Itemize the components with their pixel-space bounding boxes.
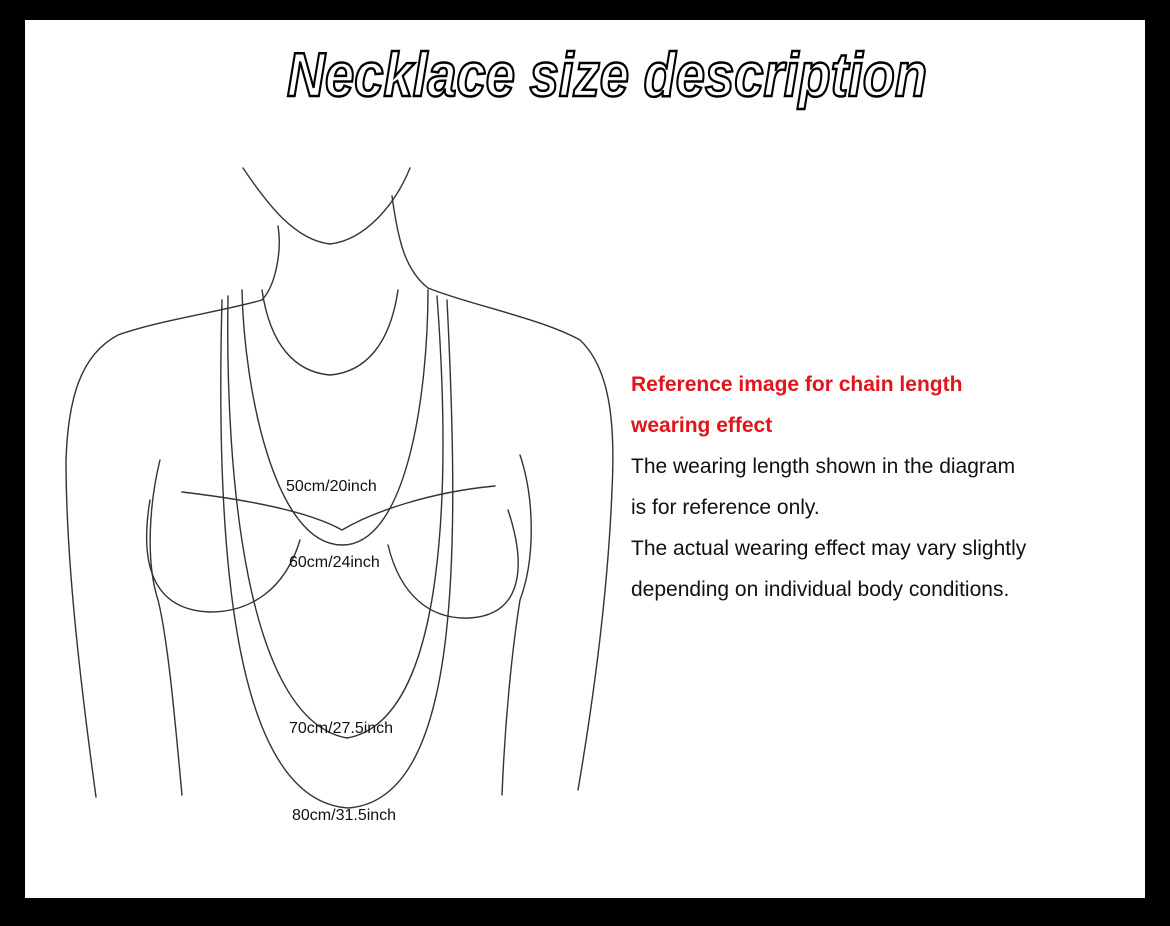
neck-left-outline xyxy=(262,226,279,300)
chin-outline xyxy=(243,168,410,244)
neck-right-outline xyxy=(392,196,428,288)
chest-left xyxy=(147,500,300,612)
info-text-block xyxy=(631,364,1131,610)
info-heading-line2: wearing effect xyxy=(631,414,773,437)
body-left-outline xyxy=(66,300,262,797)
arm-right-inner xyxy=(502,455,531,795)
label-70cm: 70cm/27.5inch xyxy=(289,720,394,737)
info-heading-line1: Reference image for chain length xyxy=(631,373,963,396)
label-80cm: 80cm/31.5inch xyxy=(292,807,397,824)
info-body-line4: depending on individual body conditions. xyxy=(631,578,1010,601)
info-body-line3: The actual wearing effect may vary slightly xyxy=(631,537,1027,560)
info-body-line1: The wearing length shown in the diagram xyxy=(631,455,1016,478)
label-50cm: 50cm/20inch xyxy=(286,478,377,495)
arm-left-inner xyxy=(150,460,182,795)
title-text: Necklace size description xyxy=(287,41,927,110)
necklace-70cm xyxy=(228,296,443,738)
necklace-60cm xyxy=(242,290,428,545)
body-right-outline xyxy=(428,288,613,790)
label-60cm: 60cm/24inch xyxy=(289,554,380,571)
info-body-line2: is for reference only. xyxy=(631,496,820,519)
necklace-50cm xyxy=(262,290,398,375)
